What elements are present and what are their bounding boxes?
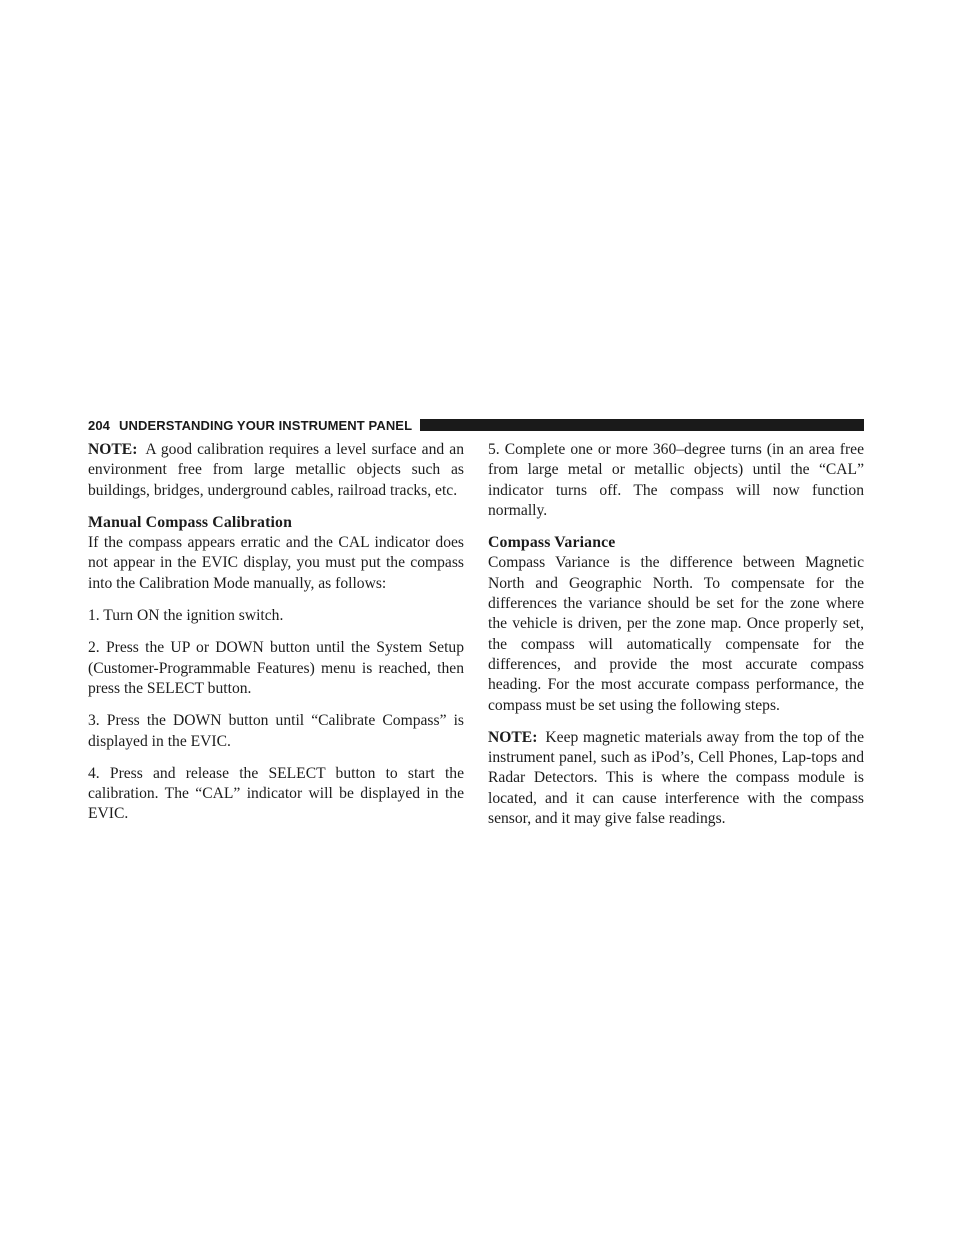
left-column — [88, 440, 464, 825]
section-title: UNDERSTANDING YOUR INSTRUMENT PANEL — [119, 417, 413, 433]
magnetic-materials-note — [488, 728, 864, 829]
step-4: 4. Press and release the SELECT button to start the calibration. The “CAL” indicator will be displayed in the EVIC. — [88, 764, 464, 823]
note-label: NOTE: — [88, 441, 138, 458]
manual-calibration-heading: Manual Compass Calibration — [88, 513, 293, 531]
page-header — [88, 418, 864, 432]
page-number: 204 — [88, 417, 110, 433]
right-column — [488, 440, 864, 829]
note-text: A good calibration requires a level surface and an environment free from large metallic objects such as buildings, bridges, underground cables, railroad tracks, etc. — [88, 441, 464, 499]
note-text: Keep magnetic materials away from the top of the instrument panel, such as iPod’s, Cell Phones, Lap-tops and Radar Detectors. This is where the compass module is located, and it can cause interference with the compass sensor, and it may give false readings. — [488, 728, 864, 828]
compass-variance-body: Compass Variance is the difference between Magnetic North and Geographic North. To compensate for the differences the variance should be set for the zone where the vehicle is driven, per the zone map. Once properly set, the compass will automatically compensate for the differences, and provide the most accurate compass heading. For the most accurate compass performance, the compass must be set using the following steps. — [488, 554, 864, 714]
manual-calibration-intro: If the compass appears erratic and the CAL indicator does not appear in the EVIC display, you must put the compass into the Calibration Mode manually, as follows: — [88, 534, 464, 592]
step-3: 3. Press the DOWN button until “Calibrate Compass” is displayed in the EVIC. — [88, 712, 464, 750]
step-5: 5. Complete one or more 360–degree turns (in an area free from large metal or metallic objects) until the “CAL” indicator turns off. The compass will now function normally. — [488, 441, 864, 519]
compass-variance-heading: Compass Variance — [488, 534, 616, 552]
step-2: 2. Press the UP or DOWN button until the System Setup (Customer-Programmable Features) menu is reached, then press the SELECT button. — [88, 639, 464, 697]
calibration-note — [88, 440, 464, 501]
note-label: NOTE: — [488, 728, 538, 746]
step-1: 1. Turn ON the ignition switch. — [88, 607, 284, 625]
header-rule — [420, 419, 864, 431]
